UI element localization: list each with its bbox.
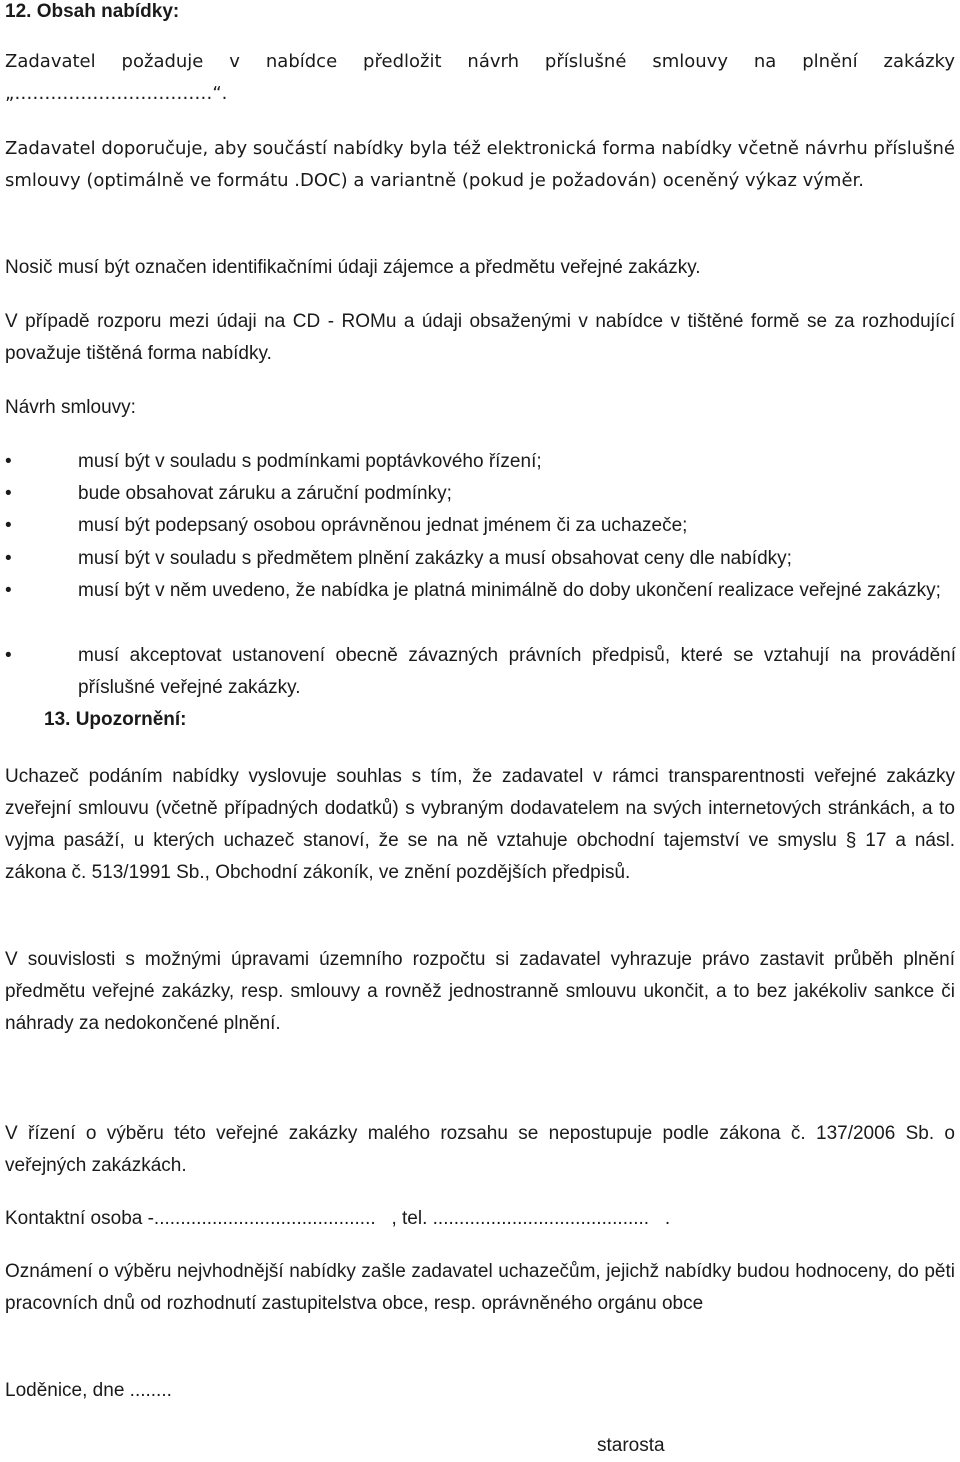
- paragraph-offer-requirement-line1: Zadavatel požaduje v nabídce předložit návrh příslušné smlouvy na plnění zakázky: [5, 51, 955, 72]
- paragraph-offer-requirement-line2: „……………………………“.: [5, 83, 228, 104]
- contract-proposal-title: Návrh smlouvy:: [5, 397, 136, 418]
- bullet-icon: •: [5, 580, 12, 601]
- signature-title: starosta: [597, 1435, 665, 1456]
- section-12-heading: 12. Obsah nabídky:: [5, 1, 180, 22]
- paragraph-cd-conflict: V případě rozporu mezi údaji na CD - ROMu a údaji obsaženými v nabídce v tištěné formě se za rozhodující považuje tištěná forma nabídky.: [5, 311, 955, 364]
- bullet-icon: •: [5, 548, 12, 569]
- bullet-icon: •: [5, 515, 12, 536]
- paragraph-budget-reservation: V souvislosti s možnými úpravami územního rozpočtu si zadavatel vyhrazuje právo zastavit průběh plnění předmětu veřejné zakázky, resp. smlouvy a rovněž jednostranně smlouvu ukončit, a to bez jakékoliv sankce či náhrady za nedokončené plnění.: [5, 949, 955, 1034]
- paragraph-publication-consent: Uchazeč podáním nabídky vyslovuje souhlas s tím, že zadavatel v rámci transparentnosti veřejné zakázky zveřejní smlouvu (včetně případných dodatků) s vybraným dodavatelem na svých internetových stránkách, a to vyjma pasáží, u kterých uchazeč stanoví, že se na ně vztahuje obchodní tajemství ve smyslu § 17 a násl. zákona č. 513/1991 Sb., Obchodní zákoník, ve znění pozdějších předpisů.: [5, 766, 955, 883]
- list-item-text: musí být v souladu s předmětem plnění zakázky a musí obsahovat ceny dle nabídky;: [78, 548, 792, 569]
- bullet-icon: •: [5, 645, 12, 666]
- contact-person-line: Kontaktní osoba -.......................................... , tel. ......................................... .: [5, 1208, 671, 1229]
- paragraph-procurement-law: V řízení o výběru této veřejné zakázky malého rozsahu se nepostupuje podle zákona č. 137/2006 Sb. o veřejných zakázkách.: [5, 1123, 955, 1176]
- list-item-text: bude obsahovat záruku a záruční podmínky;: [78, 483, 452, 504]
- paragraph-media-label: Nosič musí být označen identifikačními údaji zájemce a předmětu veřejné zakázky.: [5, 257, 701, 278]
- bullet-icon: •: [5, 451, 12, 472]
- paragraph-selection-notice: Oznámení o výběru nejvhodnější nabídky zašle zadavatel uchazečům, jejichž nabídky budou hodnoceny, do pěti pracovních dnů od rozhodnutí zastupitelstva obce, resp. oprávněného orgánu obce: [5, 1261, 955, 1314]
- list-item-text: musí být v souladu s podmínkami poptávkového řízení;: [78, 451, 542, 472]
- paragraph-electronic-form: Zadavatel doporučuje, aby součástí nabídky byla též elektronická forma nabídky včetně návrhu příslušné smlouvy (optimálně ve formátu .DOC) a variantně (pokud je požadován) oceněný výkaz výměr.: [5, 138, 955, 191]
- place-date-line: Loděnice, dne ........: [5, 1380, 172, 1401]
- bullet-icon: •: [5, 483, 12, 504]
- list-item-text: musí akceptovat ustanovení obecně závazných právních předpisů, které se vztahují na provádění příslušné veřejné zakázky.: [78, 645, 956, 698]
- list-item-text: musí být podepsaný osobou oprávněnou jednat jménem či za uchazeče;: [78, 515, 688, 536]
- section-13-heading: 13. Upozornění:: [44, 709, 187, 730]
- list-item-text: musí být v něm uvedeno, že nabídka je platná minimálně do doby ukončení realizace veřejné zakázky;: [78, 580, 941, 601]
